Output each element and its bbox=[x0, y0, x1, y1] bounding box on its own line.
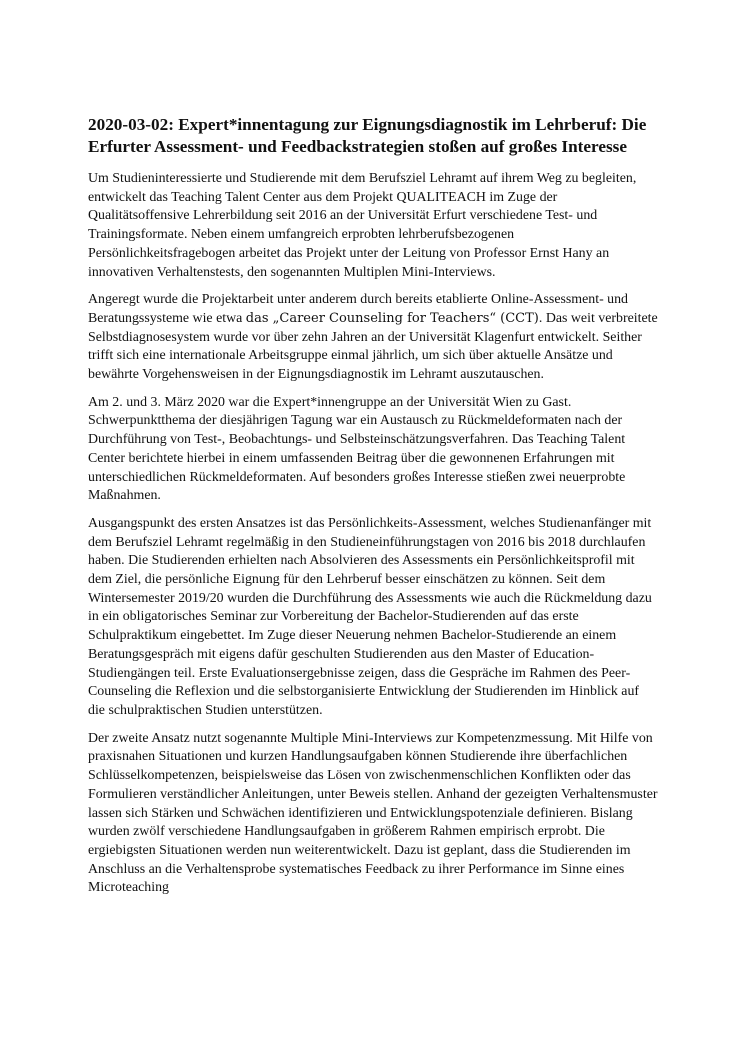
paragraph-second-approach: Der zweite Ansatz nutzt sogenannte Multiple Mini-Interviews zur Kompetenzmessung. Mit Hilfe von praxisnahen Situationen und kurzen Handlungsaufgaben können Studierende ihre überfachlichen Schlüsselkompetenzen, beispielsweise das Lösen von zwischenmenschlichen Konflikten oder das Formulieren verständlicher Anleitungen, unter Beweis stellen. Anhand der gezeigten Verhaltensmuster lassen sich Stärken und Schwächen identifizieren und Entwicklungspotenziale definieren. Bislang wurden zwölf verschiedene Handlungsaufgaben in größerem Rahmen empirisch erprobt. Die ergiebigsten Situationen werden nun weiterentwickelt. Dazu ist geplant, dass die Studierenden im Anschluss an die Verhaltensprobe systematisches Feedback zu ihrer Performance im Sinne eines Microteaching bbox=[88, 730, 658, 896]
paragraph-cct bbox=[88, 291, 658, 385]
cct-link[interactable]: das „Career Counseling for Teachers“ (CCT) bbox=[245, 310, 539, 326]
article-title: 2020-03-02: Expert*innentagung zur Eignungsdiagnostik im Lehrberuf: Die Erfurter Assessment- und Feedbackstrategien stoßen auf großes Interesse bbox=[88, 115, 647, 156]
paragraph-cct-after: . Das weit verbreitete Selbstdiagnosesystem wurde vor über zehn Jahren an der Universität Klagenfurt entwickelt. Seither trifft sich eine internationale Arbeitsgruppe einmal jährlich, um sich über aktuelle Ansätze und bewährte Vorgehensweisen in der Eignungsdiagnostik im Lehramt auszutauschen. bbox=[88, 310, 658, 383]
paragraph-first-approach: Ausgangspunkt des ersten Ansatzes ist das Persönlichkeits-Assessment, welches Studienanfänger mit dem Berufsziel Lehramt regelmäßig in den Studieneinführungstagen von 2016 bis 2018 durchlaufen haben. Die Studierenden erhielten nach Absolvieren des Assessments ein Persönlichkeitsprofil mit dem Ziel, die persönliche Eignung für den Lehrberuf besser einschätzen zu können. Seit dem Wintersemester 2019/20 wurden die Durchführung des Assessments wie auch die Rückmeldung dazu in ein obligatorisches Seminar zur Vorbereitung der Bachelor-Studierenden auf das erste Schulpraktikum eingebettet. Im Zuge dieser Neuerung nehmen Bachelor-Studierende an einem Beratungsgespräch mit eigens dafür geschulten Studierenden aus den Master of Education-Studiengängen teil. Erste Evaluationsergebnisse zeigen, dass die Gespräche im Rahmen des Peer-Counseling die Reflexion und die selbstorganisierte Entwicklung der Studierenden im Hinblick auf die schulpraktischen Studien unterstützen. bbox=[88, 515, 652, 718]
paragraph-conference: Am 2. und 3. März 2020 war die Expert*innengruppe an der Universität Wien zu Gast. Schwerpunktthema der diesjährigen Tagung war ein Austausch zu Rückmeldeformaten nach der Durchführung von Test-, Beobachtungs- und Selbsteinschätzungsverfahren. Das Teaching Talent Center berichtete hierbei in einem umfassenden Beitrag über die gewonnenen Erfahrungen mit unterschiedlichen Rückmeldeformaten. Auf besonders großes Interesse stießen zwei neuerprobte Maßnahmen. bbox=[88, 394, 626, 504]
paragraph-intro: Um Studieninteressierte und Studierende mit dem Berufsziel Lehramt auf ihrem Weg zu begleiten, entwickelt das Teaching Talent Center aus dem Projekt QUALITEACH im Zuge der Qualitätsoffensive Lehrerbildung seit 2016 an der Universität Erfurt verschiedene Test- und Trainingsformate. Neben einem umfangreich erprobten lehrberufsbezogenen Persönlichkeitsfragebogen arbeitet das Projekt unter der Leitung von Professor Ernst Hany an innovativen Verhaltenstests, den sogenannten Multiplen Mini-Interviews. bbox=[88, 171, 637, 280]
paragraph-cct-before: Angeregt wurde die Projektarbeit unter anderem durch bereits etablierte Online-Assessment- und Beratungssysteme wie etwa bbox=[88, 292, 629, 326]
article bbox=[88, 114, 658, 907]
